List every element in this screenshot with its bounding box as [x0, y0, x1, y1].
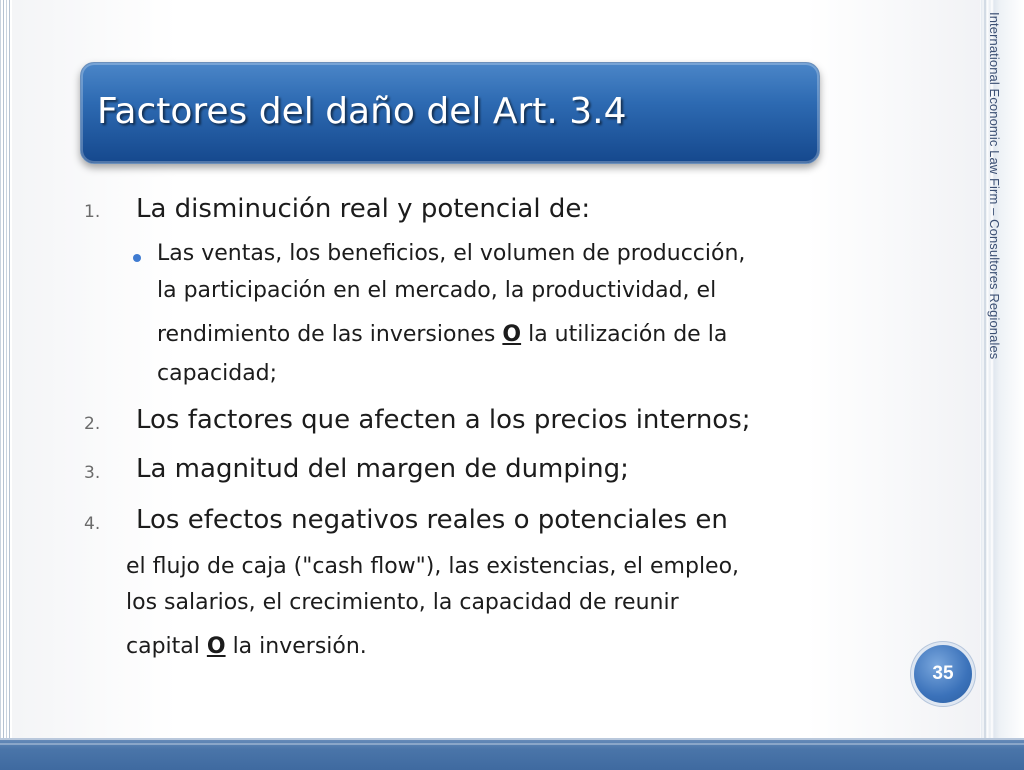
title-banner [80, 62, 820, 164]
page-number: 35 [932, 663, 954, 684]
bottom-decorative-bar [0, 738, 1024, 770]
list-item-4: Los efectos negativos reales o potenciales en [136, 505, 728, 535]
list-marker-4: 4. [84, 514, 101, 534]
sub-bullet-line-3-start: rendimiento de las inversiones [157, 322, 503, 347]
list-marker-3: 3. [84, 463, 101, 483]
sub-bullet-line-3-end: la utilización de la [521, 322, 728, 347]
sub-bullet-line-2: la participación en el mercado, la productividad, el [157, 278, 717, 303]
page-number-badge [914, 645, 972, 703]
list-marker-1: 1. [84, 202, 101, 222]
emphasis-o-2: O [206, 634, 226, 659]
item-4-continuation-line-2: los salarios, el crecimiento, la capacidad de reunir [126, 590, 679, 615]
list-item-2: Los factores que afecten a los precios internos; [136, 405, 751, 435]
sub-bullet-line-4: capacidad; [157, 361, 278, 386]
list-item-3: La magnitud del margen de dumping; [136, 454, 629, 484]
item-4-continuation-line-3 [126, 634, 367, 659]
item-4-line-3-end: la inversión. [225, 634, 367, 659]
list-marker-2: 2. [84, 414, 101, 434]
item-4-line-3-start: capital [126, 634, 207, 659]
emphasis-o: O [502, 322, 522, 347]
left-frame-border [0, 0, 12, 738]
slide-title: Factores del daño del Art. 3.4 [97, 91, 627, 132]
list-item-1: La disminución real y potencial de: [136, 194, 591, 224]
side-caption: International Economic Law Firm – Consultores Regionales [987, 12, 1002, 360]
sub-bullet-dot [133, 254, 141, 262]
sub-bullet-line-3 [157, 322, 727, 347]
sub-bullet-line-1: Las ventas, los beneficios, el volumen de producción, [157, 241, 746, 266]
item-4-continuation-line-1: el flujo de caja ("cash flow"), las existencias, el empleo, [126, 554, 740, 579]
